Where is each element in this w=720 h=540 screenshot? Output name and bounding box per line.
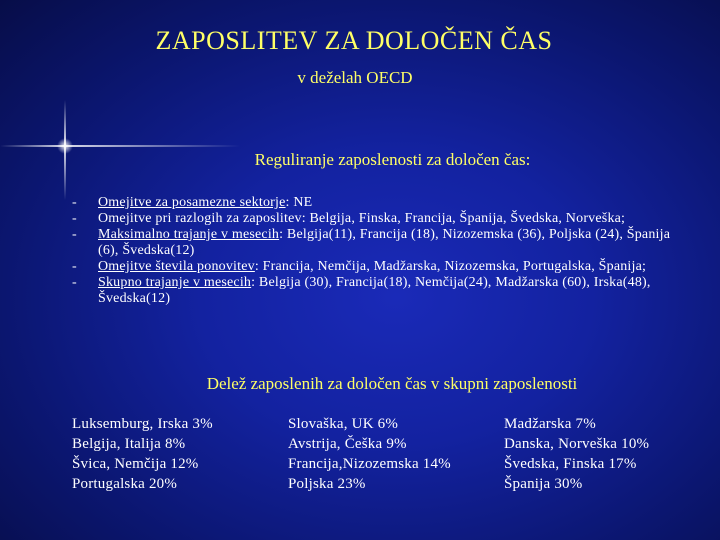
share-entry: Portugalska 20%: [72, 476, 178, 492]
regulation-label: Maksimalno trajanje v mesecih: [98, 227, 280, 242]
share-entry: Avstrija, Češka 9%: [288, 436, 407, 452]
share-entry: Švica, Nemčija 12%: [72, 456, 199, 472]
share-entry: Belgija, Italija 8%: [72, 436, 186, 452]
share-entry: Švedska, Finska 17%: [504, 456, 637, 472]
regulation-value: : Belgija(11), Francija (18), Nizozemska (36), Poljska (24), Španija (6), Švedska(12): [98, 227, 671, 258]
regulation-heading: Reguliranje zaposlenosti za določen čas:: [254, 150, 531, 169]
slide-title: ZAPOSLITEV ZA DOLOČEN ČAS: [155, 26, 553, 55]
bullet-dash: -: [72, 259, 77, 274]
lens-flare-horizontal: [0, 145, 240, 147]
regulation-value: : Belgija, Finska, Francija, Španija, Švedska, Norveška;: [301, 211, 626, 226]
regulation-value: : Francija, Nemčija, Madžarska, Nizozemska, Portugalska, Španija;: [254, 259, 647, 274]
share-entry: Slovaška, UK 6%: [288, 416, 399, 432]
regulation-label: Omejitve za posamezne sektorje: [98, 195, 286, 210]
bullet-dash: -: [72, 227, 77, 242]
regulation-item-sectors: [72, 195, 684, 211]
regulation-item-renewals: [72, 259, 684, 275]
bullet-dash: -: [72, 195, 77, 210]
regulation-value: : NE: [285, 195, 313, 210]
share-heading: Delež zaposlenih za določen čas v skupni zaposlenosti: [206, 374, 578, 393]
bullet-dash: -: [72, 211, 77, 226]
share-entry: Francija,Nizozemska 14%: [288, 456, 451, 472]
share-entry: Luksemburg, Irska 3%: [72, 416, 213, 432]
share-entry: Madžarska 7%: [504, 416, 596, 432]
regulation-list: [72, 195, 684, 307]
regulation-label: Skupno trajanje v mesecih: [98, 275, 252, 290]
slide-subtitle: v deželah OECD: [297, 68, 413, 87]
regulation-item-max-duration: [72, 227, 684, 259]
share-column-2: [288, 414, 451, 494]
share-column-1: [72, 414, 213, 494]
regulation-label: Omejitve števila ponovitev: [98, 259, 255, 274]
share-entry: Danska, Norveška 10%: [504, 436, 650, 452]
share-column-3: [504, 414, 649, 494]
share-entry: Poljska 23%: [288, 476, 366, 492]
bullet-dash: -: [72, 275, 77, 290]
regulation-item-total-duration: [72, 275, 684, 307]
regulation-value: : Belgija (30), Francija(18), Nemčija(24), Madžarska (60), Irska(48), Švedska(12): [98, 275, 651, 306]
regulation-label: Omejitve pri razlogih za zaposlitev: [98, 211, 302, 226]
regulation-item-reasons: [72, 211, 684, 227]
share-entry: Španija 30%: [504, 476, 583, 492]
